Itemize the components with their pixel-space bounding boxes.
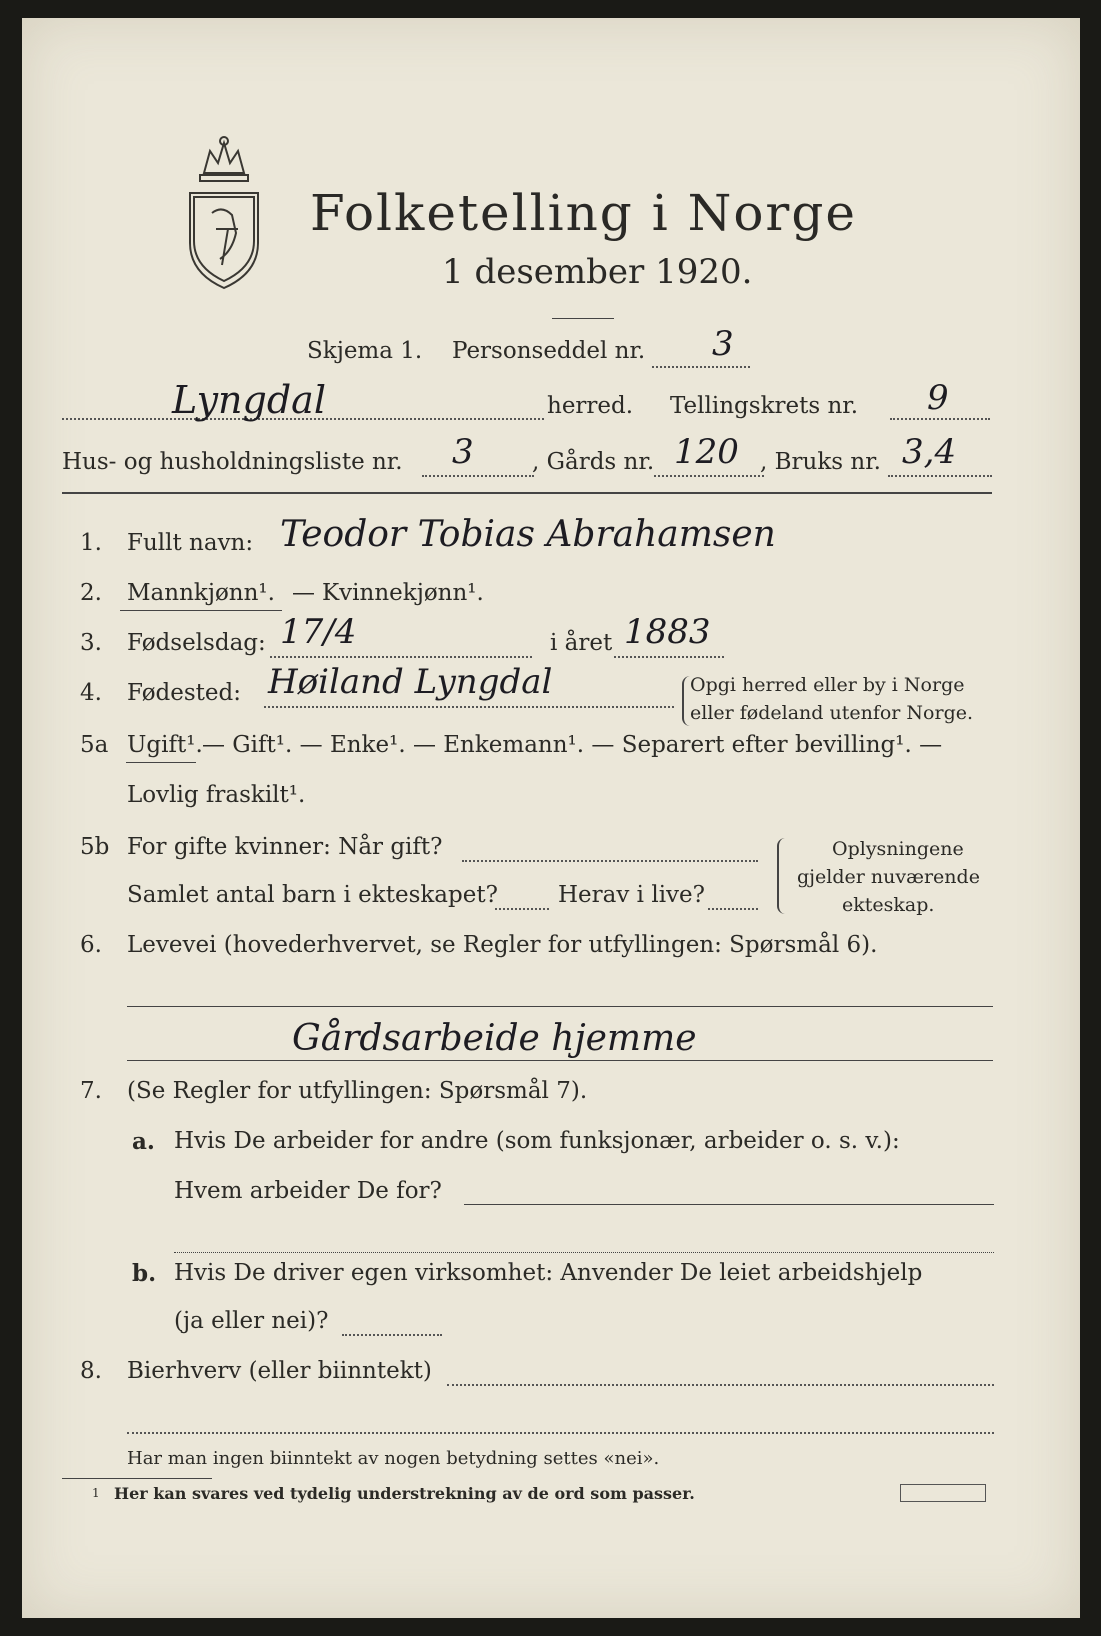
occupation-label: Levevei (hovederhvervet, se Regler for utfyllingen: Spørsmål 6). (127, 932, 878, 958)
birthplace-label: Fødested: (127, 680, 242, 706)
census-form-page (22, 18, 1080, 1618)
bruks-value: 3,4 (902, 432, 957, 472)
husliste-line (422, 475, 534, 477)
marital-options: — Gift¹. — Enke¹. — Enkemann¹. — Separert efter bevilling¹. — (202, 732, 943, 758)
q7b-letter: b. (132, 1260, 157, 1287)
q7b-label2: (ja eller nei)? (174, 1308, 329, 1334)
occupation-value: Gårdsarbeide hjemme (292, 1018, 697, 1059)
footnote-number: 1 (92, 1486, 100, 1500)
unmarried-underline (126, 762, 196, 763)
printer-stamp (900, 1484, 986, 1502)
birthplace-note-line1: Opgi herred eller by i Norge (690, 674, 965, 696)
bruks-line (888, 475, 992, 477)
employer-line (464, 1204, 994, 1205)
personseddel-label: Personseddel nr. (452, 338, 646, 364)
marriage-note-brace (777, 838, 787, 914)
q7b-label1: Hvis De driver egen virksomhet: Anvender De leiet arbeidshjelp (174, 1260, 923, 1286)
gards-label: , Gårds nr. (532, 449, 655, 475)
q8-number: 8. (80, 1358, 102, 1384)
birthplace-line (264, 706, 674, 708)
tellingskrets-line (890, 418, 990, 420)
q7-number: 7. (80, 1078, 102, 1104)
personseddel-value: 3 (712, 324, 734, 364)
schema-label: Skjema 1. (307, 338, 423, 364)
when-married-line (462, 860, 758, 862)
husliste-label: Hus- og husholdningsliste nr. (62, 449, 403, 475)
marriage-note-line2: gjelder nuværende (797, 866, 980, 888)
no-income-note: Har man ingen biinntekt av nogen betydning settes «nei». (127, 1448, 660, 1469)
birth-year-line (614, 656, 724, 658)
hired-help-line (342, 1334, 442, 1336)
q5a-number: 5a (80, 732, 109, 758)
footnote-divider (62, 1478, 212, 1479)
q7a-label1: Hvis De arbeider for andre (som funksjonær, arbeider o. s. v.): (174, 1128, 900, 1154)
q1-number: 1. (80, 530, 102, 556)
birthplace-value: Høiland Lyngdal (268, 662, 553, 702)
occupation-line1 (127, 1006, 993, 1007)
divorced-option: Lovlig fraskilt¹. (127, 782, 306, 808)
norwegian-coat-of-arms-icon (182, 133, 267, 293)
q5b-number: 5b (80, 834, 110, 860)
q3-number: 3. (80, 630, 102, 656)
tellingskrets-value: 9 (927, 378, 949, 418)
q7-label: (Se Regler for utfyllingen: Spørsmål 7). (127, 1078, 588, 1104)
male-underline (120, 610, 282, 611)
side-income-line (447, 1384, 994, 1386)
husliste-value: 3 (452, 432, 474, 472)
birth-year-label: i året (550, 630, 613, 656)
q4-number: 4. (80, 680, 102, 706)
footnote-text: Her kan svares ved tydelig understrekning av de ord som passer. (114, 1484, 695, 1503)
when-married-label: For gifte kvinner: Når gift? (127, 834, 443, 860)
marriage-note-line3: ekteskap. (842, 894, 935, 916)
side-income-line2 (127, 1432, 994, 1434)
male-option: Mannkjønn¹. (127, 580, 275, 606)
gards-line (654, 475, 764, 477)
q2-number: 2. (80, 580, 102, 606)
q1-label: Fullt navn: (127, 530, 254, 556)
personseddel-line (652, 366, 750, 368)
children-alive-label: Herav i live? (558, 882, 705, 908)
tellingskrets-label: Tellingskrets nr. (670, 393, 859, 419)
q7a-label2: Hvem arbeider De for? (174, 1178, 442, 1204)
unmarried-option: Ugift¹. (127, 732, 203, 758)
herred-label: herred. (547, 393, 634, 419)
marriage-note-line1: Oplysningene (832, 838, 964, 860)
census-date: 1 desember 1920. (442, 252, 753, 292)
title-divider (552, 318, 614, 319)
occupation-line2 (127, 1060, 993, 1061)
birthday-value: 17/4 (280, 612, 357, 652)
bruks-label: , Bruks nr. (760, 449, 881, 475)
birthday-label: Fødselsdag: (127, 630, 266, 656)
female-option: Kvinnekjønn¹. (322, 580, 484, 606)
header-separator (62, 492, 992, 494)
herred-value: Lyngdal (172, 378, 326, 422)
side-income-label: Bierhverv (eller biinntekt) (127, 1358, 432, 1384)
birthplace-note-line2: eller fødeland utenfor Norge. (690, 702, 974, 724)
form-title: Folketelling i Norge (310, 184, 857, 242)
employer-line2 (174, 1252, 994, 1253)
birth-year-value: 1883 (624, 612, 711, 652)
q6-number: 6. (80, 932, 102, 958)
birthday-line (270, 656, 532, 658)
gards-value: 120 (674, 432, 739, 472)
full-name-value: Teodor Tobias Abrahamsen (280, 514, 776, 555)
children-alive-line (708, 908, 758, 910)
children-total-label: Samlet antal barn i ekteskapet? (127, 882, 498, 908)
children-total-line (495, 908, 549, 910)
q2-separator: — (292, 580, 315, 606)
q7a-letter: a. (132, 1128, 155, 1155)
